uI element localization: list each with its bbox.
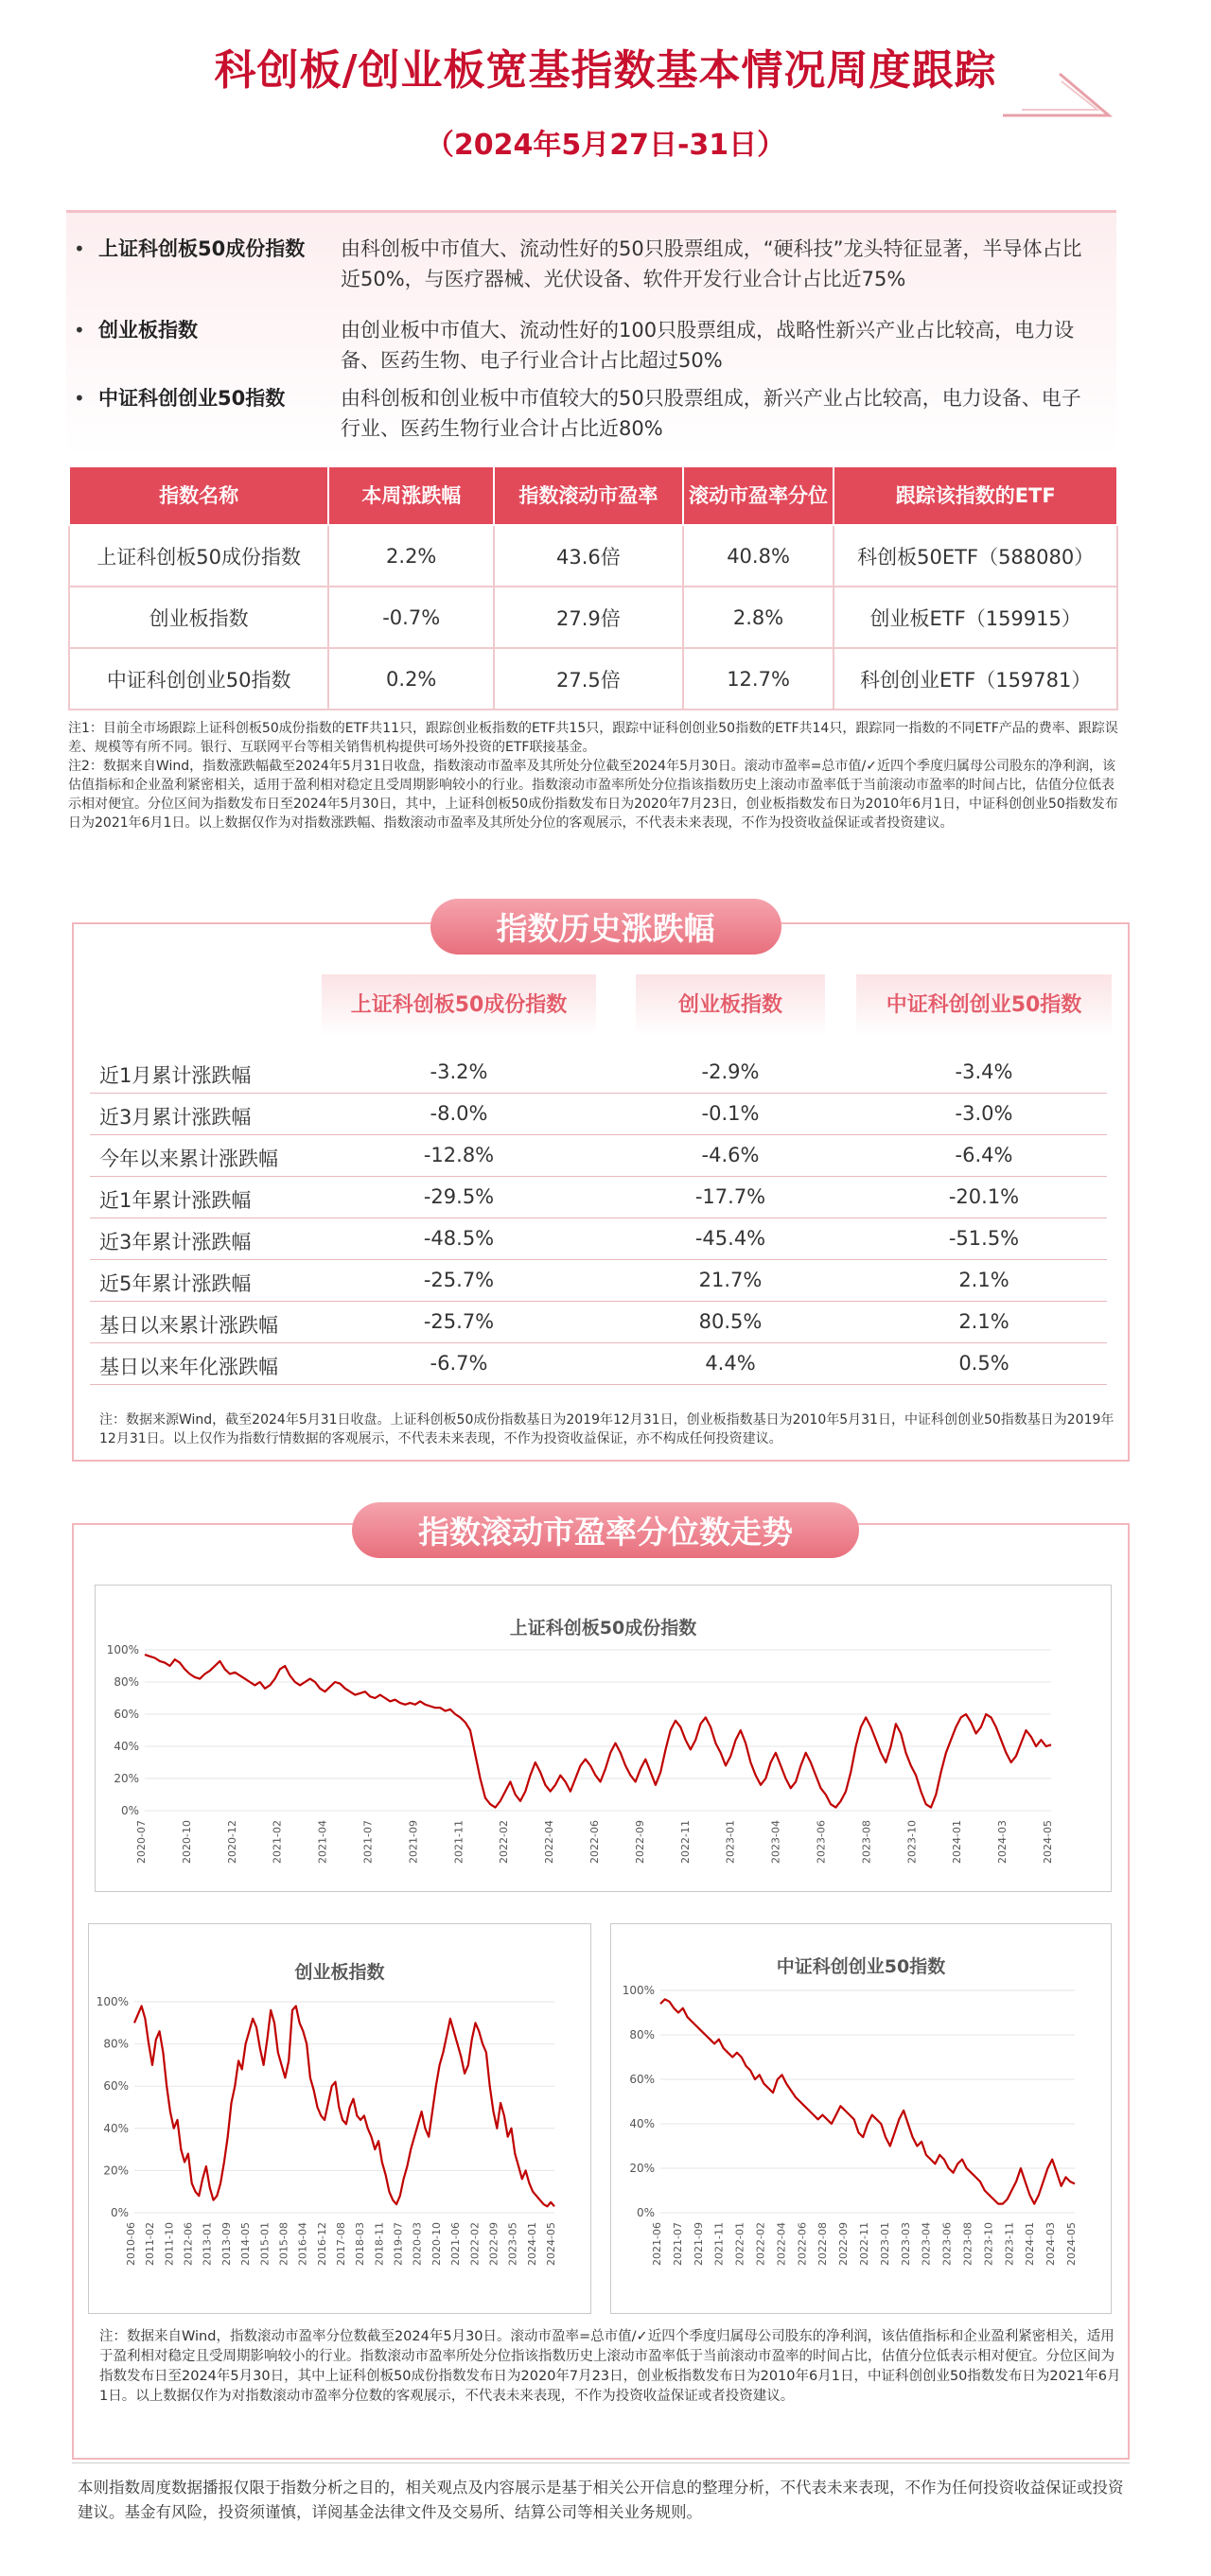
intro-name: 上证科创板50成份指数 [98,237,306,260]
row-label: 近5年累计涨跌幅 [99,1272,252,1295]
x-tick-label: 2011-10 [163,2222,176,2266]
hist-column-header: 上证科创板50成份指数 [322,974,596,1037]
y-tick-label: 20% [103,2164,129,2178]
table-row [90,1302,1107,1343]
x-tick-label: 2021-09 [407,1820,420,1864]
x-tick-label: 2010-06 [125,2222,137,2266]
x-tick-label: 2023-06 [940,2222,954,2266]
x-tick-label: 2011-02 [144,2222,157,2266]
x-tick-label: 2023-11 [1003,2222,1016,2266]
x-tick-label: 2024-03 [1044,2222,1058,2266]
x-tick-label: 2023-10 [982,2222,995,2266]
row-value: -25.7% [423,1269,495,1291]
row-value: -0.1% [701,1102,760,1125]
intro-desc: 由创业板中市值大、流动性好的100只股票组成，战略性新兴产业占比较高，电力设备、医药生物、电子行业合计占比超过50% [341,319,1075,372]
row-value: -8.0% [430,1102,488,1125]
table-row [90,1343,1107,1385]
x-tick-label: 2022-04 [543,1820,556,1864]
bullet-icon: • [74,387,85,410]
x-tick-label: 2021-11 [712,2222,726,2266]
row-value: 21.7% [698,1269,763,1291]
x-tick-label: 2022-01 [733,2222,746,2266]
x-tick-label: 2017-08 [335,2222,347,2266]
table-row [90,1135,1107,1177]
table-cell: 2.2% [328,525,494,587]
table-cell: 43.6倍 [494,525,683,587]
table-cell: 上证科创板50成份指数 [69,525,328,587]
x-tick-label: 2023-08 [860,1820,873,1864]
table-cell: 0.2% [328,648,494,710]
x-tick-label: 2020-10 [430,2222,443,2266]
table-cell: -0.7% [328,587,494,648]
x-tick-label: 2018-11 [373,2222,386,2266]
row-value: -17.7% [694,1185,766,1208]
table-cell: 创业板指数 [69,587,328,648]
intro-desc: 由科创板和创业板中市值较大的50只股票组成，新兴产业占比较高，电力设备、电子行业、医药生物行业合计占比近80% [341,387,1081,440]
table-cell: 科创创业ETF（159781） [834,648,1117,710]
row-value: 2.1% [958,1310,1009,1333]
y-tick-label: 80% [103,2037,129,2051]
row-value: 80.5% [698,1310,763,1333]
table-header-cell: 指数滚动市盈率 [494,466,683,525]
x-tick-label: 2021-04 [316,1820,329,1864]
table-cell: 中证科创创业50指数 [69,648,328,710]
x-tick-label: 2022-11 [858,2222,870,2266]
hist-column-header: 中证科创创业50指数 [856,974,1112,1037]
y-tick-label: 100% [622,1984,655,1997]
y-tick-label: 60% [114,1708,139,1721]
row-value: -2.9% [701,1060,760,1083]
x-tick-label: 2024-03 [996,1820,1009,1864]
page-title: 科创板/创业板宽基指数基本情况周度跟踪 [214,46,997,95]
x-tick-label: 2021-07 [361,1820,375,1864]
row-value: -4.6% [701,1144,760,1166]
table-cell: 27.9倍 [494,587,683,648]
x-tick-label: 2023-04 [920,2222,933,2266]
row-value: -25.7% [423,1310,495,1333]
divider [72,2462,1130,2463]
x-tick-label: 2022-09 [837,2222,851,2266]
x-tick-label: 2020-12 [225,1820,238,1864]
x-tick-label: 2022-04 [775,2222,788,2266]
note-text: 注1：目前全市场跟踪上证科创板50成份指数的ETF共11只，跟踪创业板指数的ETF共15只，跟踪中证科创创业50指数的ETF共14只，跟踪同一指数的不同ETF产品的费率、跟踪误差、规模等有所不同。银行、互联网平台等相关销售机构提供可场外投资的ETF联接基金。 [68,721,1118,755]
y-tick-label: 60% [103,2079,129,2094]
x-tick-label: 2016-12 [315,2222,328,2266]
table-notes [68,719,1118,832]
row-value: -20.1% [948,1185,1020,1208]
row-label: 近3年累计涨跌幅 [99,1231,252,1253]
row-value: -12.8% [423,1144,495,1166]
x-tick-label: 2023-08 [961,2222,974,2266]
x-tick-label: 2021-11 [452,1820,465,1864]
row-value: 0.5% [958,1352,1009,1375]
x-tick-label: 2019-07 [392,2222,405,2266]
intro-name: 创业板指数 [98,319,198,342]
x-tick-label: 2015-08 [277,2222,290,2266]
x-tick-label: 2024-01 [951,1820,964,1864]
x-tick-label: 2023-03 [899,2222,912,2266]
table-cell: 2.8% [683,587,834,648]
x-tick-label: 2021-02 [271,1820,284,1864]
chart-kccy50 [610,1923,1112,2314]
x-tick-label: 2024-01 [1024,2222,1037,2266]
x-tick-label: 2023-01 [724,1820,737,1864]
x-tick-label: 2020-03 [411,2222,424,2266]
x-tick-label: 2015-01 [258,2222,272,2266]
chart-kccy50-svg [611,1924,1113,2315]
row-value: -3.4% [955,1060,1013,1083]
etf-table [68,465,1118,710]
y-tick-label: 0% [636,2206,655,2219]
chart-title: 创业板指数 [294,1962,385,1983]
x-tick-label: 2022-09 [487,2222,500,2266]
chart-title: 上证科创板50成份指数 [509,1618,697,1638]
table-header-cell: 本周涨跌幅 [328,466,494,525]
x-tick-label: 2014-05 [239,2222,253,2266]
row-label: 近1年累计涨跌幅 [99,1189,252,1212]
x-tick-label: 2013-01 [201,2222,214,2266]
x-tick-label: 2023-06 [815,1820,828,1864]
history-section-tab [0,899,1211,955]
x-tick-label: 2024-05 [545,2222,557,2266]
table-row [90,1094,1107,1135]
x-tick-label: 2024-01 [525,2222,538,2266]
x-tick-label: 2022-11 [678,1820,692,1864]
row-value: 4.4% [705,1352,756,1375]
intro-desc: 由科创板中市值大、流动性好的50只股票组成，“硬科技”龙头特征显著，半导体占比近50%，与医疗器械、光伏设备、软件开发行业合计占比近75% [341,237,1082,290]
intro-name: 中证科创创业50指数 [98,387,286,410]
x-tick-label: 2023-04 [769,1820,782,1864]
table-row [90,1052,1107,1094]
table-row [69,587,1117,648]
table-cell: 27.5倍 [494,648,683,710]
page-subtitle: （2024年5月27日-31日） [425,129,786,162]
chart-kc50 [95,1585,1112,1892]
y-tick-label: 40% [114,1740,139,1753]
x-tick-label: 2020-07 [135,1820,148,1864]
x-tick-label: 2024-05 [1065,2222,1078,2266]
pe-note: 注：数据来自Wind，指数滚动市盈率分位数截至2024年5月30日。滚动市盈率=总市值/✓近四个季度归属母公司股东的净利润，该估值指标和企业盈利紧密相关，适用于盈利相对稳定且受周期影响较小的行业。指数滚动市盈率所处分位指该指数历史上滚动市盈率低于当前滚动市盈率的时间占比，估值分位低表示相对便宜。分位区间为指数发布日至2024年5月30日，其中上证科创板50成份指数发布日为2020年7月23日，创业板指数发布日为2010年6月1日，中证科创创业50指数发布日为2021年6月1日。以上数据仅作为对指数滚动市盈率分位数的客观展示，不代表未来表现，不作为投资收益保证或者投资建议。 [99,2329,1121,2404]
x-tick-label: 2013-09 [219,2222,233,2266]
table-row [90,1177,1107,1218]
row-label: 近1月累计涨跌幅 [99,1064,252,1087]
x-tick-label: 2022-06 [588,1820,601,1864]
chart-kc50-svg [96,1586,1113,1893]
y-tick-label: 40% [103,2121,129,2135]
x-tick-label: 2021-09 [692,2222,705,2266]
y-tick-label: 80% [114,1675,139,1689]
x-tick-label: 2023-10 [905,1820,919,1864]
table-header-row [69,466,1117,525]
table-header-cell: 指数名称 [69,466,328,525]
x-tick-label: 2021-06 [651,2222,663,2266]
table-cell: 12.7% [683,648,834,710]
table-row [69,648,1117,710]
x-tick-label: 2021-06 [449,2222,463,2266]
note-text: 注2：数据来自Wind，指数涨跌幅截至2024年5月31日收盘，指数滚动市盈率及其所处分位截至2024年5月30日。滚动市盈率=总市值/✓近四个季度归属母公司股东的净利润，该估值指标和企业盈利紧密相关，适用于盈利相对稳定且受周期影响较小的行业。指数滚动市盈率所处分位指该指数历史上滚动市盈率低于当前滚动市盈率的时间占比，估值分位低表示相对便宜。分位区间为指数发布日至2024年5月30日，其中，上证科创板50成份指数发布日为2020年7月23日，创业板指数发布日为2010年6月1日，中证科创创业50指数发布日为2021年6月1日。以上数据仅作为对指数涨跌幅、指数滚动市盈率及其所处分位的客观展示，不代表未来表现，不作为投资收益保证或者投资建议。 [68,759,1118,831]
series-line [145,1655,1051,1808]
chart-title: 中证科创创业50指数 [776,1956,946,1977]
x-tick-label: 2020-10 [180,1820,193,1864]
y-tick-label: 100% [96,1995,129,2008]
pe-section-tab [0,1502,1211,1558]
x-tick-label: 2012-06 [182,2222,195,2266]
chart-cyb [88,1923,591,2314]
row-value: -45.4% [694,1227,766,1250]
table-header-cell: 跟踪该指数的ETF [834,466,1117,525]
row-label: 基日以来累计涨跌幅 [99,1314,278,1337]
row-label: 基日以来年化涨跌幅 [99,1356,278,1378]
series-line [134,2006,554,2207]
y-tick-label: 100% [106,1643,139,1656]
row-value: -3.0% [955,1102,1013,1125]
footer-disclaimer: 本则指数周度数据播报仅限于指数分析之目的，相关观点及内容展示是基于相关公开信息的整理分析，不代表未来表现，不作为任何投资收益保证或投资建议。基金有风险，投资须谨慎，详阅基金法律文件及交易所、结算公司等相关业务规则。 [78,2479,1124,2521]
y-tick-label: 0% [120,1804,139,1817]
x-tick-label: 2023-05 [506,2222,519,2266]
table-header-cell: 滚动市盈率分位 [683,466,834,525]
x-tick-label: 2022-06 [796,2222,809,2266]
table-row [69,525,1117,587]
row-value: -6.7% [430,1352,488,1375]
table-cell: 科创板50ETF（588080） [834,525,1117,587]
x-tick-label: 2022-09 [633,1820,646,1864]
y-tick-label: 20% [114,1772,139,1785]
y-tick-label: 60% [629,2073,655,2086]
table-row [90,1218,1107,1260]
bullet-icon: • [74,319,85,342]
table-cell: 40.8% [683,525,834,587]
hist-column-header: 创业板指数 [636,974,825,1037]
table-row [90,1260,1107,1302]
row-value: 2.1% [958,1269,1009,1291]
y-tick-label: 0% [110,2206,129,2219]
section-title: 指数历史涨跌幅 [430,899,781,955]
bullet-icon: • [74,237,85,260]
x-tick-label: 2022-02 [498,1820,511,1864]
history-note: 注：数据来源Wind，截至2024年5月31日收盘。上证科创板50成份指数基日为2019年12月31日，创业板指数基日为2010年5月31日，中证科创创业50指数基日为2019年12月31日。以上仅作为指数行情数据的客观展示，不代表未来表现，不作为投资收益保证，亦不构成任何投资建议。 [99,1412,1114,1446]
title-decoration-icon [1003,62,1116,119]
y-tick-label: 40% [629,2117,655,2130]
y-tick-label: 80% [629,2028,655,2042]
x-tick-label: 2018-03 [354,2222,367,2266]
row-value: -6.4% [955,1144,1013,1166]
row-value: -29.5% [423,1185,495,1208]
x-tick-label: 2023-01 [878,2222,891,2266]
x-tick-label: 2021-07 [671,2222,684,2266]
row-value: -3.2% [430,1060,488,1083]
y-tick-label: 20% [629,2162,655,2175]
row-value: -48.5% [423,1227,495,1250]
series-line [660,1999,1075,2203]
index-intro-box [66,210,1116,458]
x-tick-label: 2024-05 [1042,1820,1054,1864]
row-label: 今年以来累计涨跌幅 [99,1148,278,1170]
x-tick-label: 2016-04 [296,2222,309,2266]
chart-cyb-svg [89,1924,592,2315]
row-value: -51.5% [948,1227,1020,1250]
table-cell: 创业板ETF（159915） [834,587,1117,648]
section-title: 指数滚动市盈率分位数走势 [352,1502,859,1558]
x-tick-label: 2022-02 [468,2222,482,2266]
row-label: 近3月累计涨跌幅 [99,1106,252,1129]
x-tick-label: 2022-08 [816,2222,830,2266]
x-tick-label: 2022-02 [754,2222,767,2266]
